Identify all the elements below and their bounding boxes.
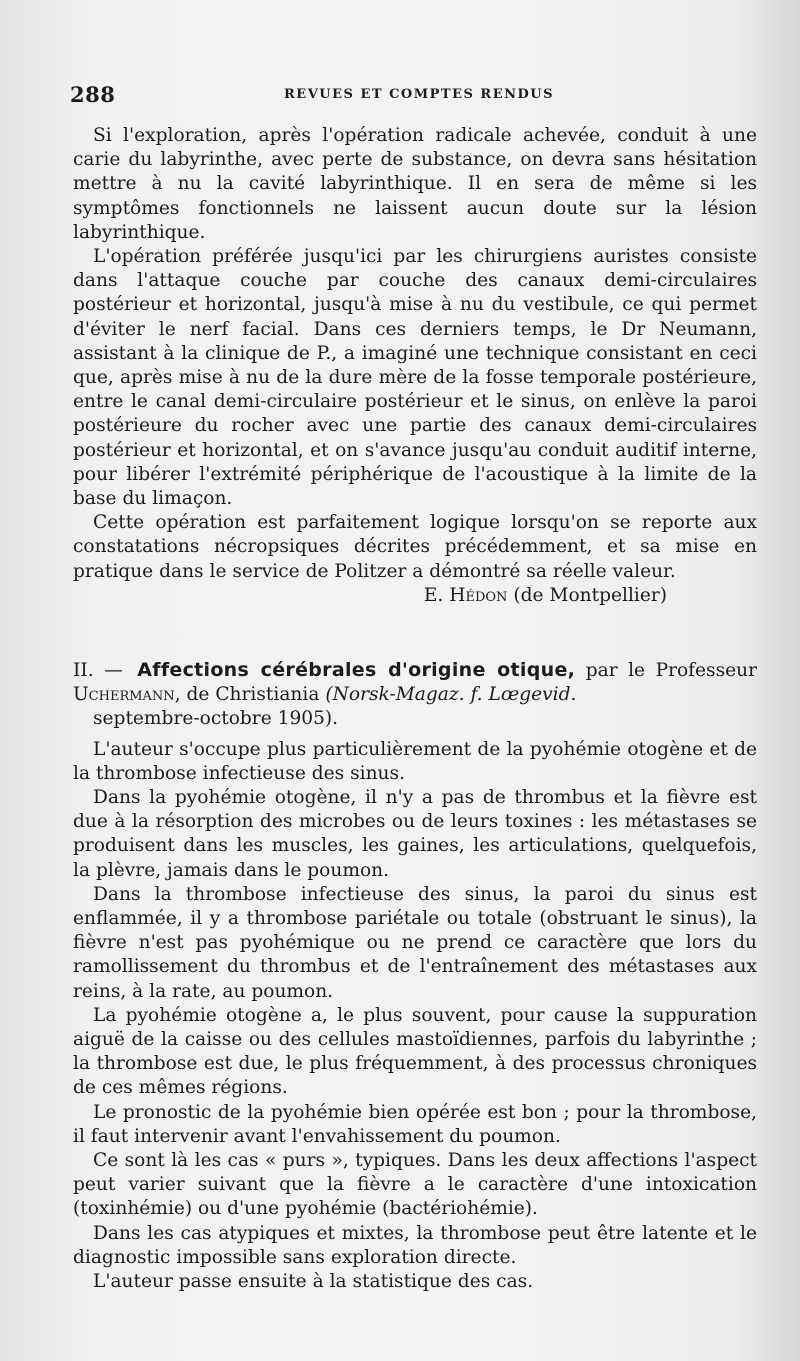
page-header bbox=[68, 82, 760, 112]
signature bbox=[73, 584, 757, 608]
review-body bbox=[73, 124, 757, 608]
page-number: 288 bbox=[70, 82, 116, 107]
paragraph: Dans la pyohémie otogène, il n'y a pas de thrombus et la fièvre est due à la résorption des microbes ou de leurs toxines : les métastases se produisent dans les muscles, les gaines, les articulations, quelquefois, la plèvre, jamais dans le poumon. bbox=[73, 787, 757, 881]
section-by: par le Professeur bbox=[585, 660, 758, 681]
signature-name: Hédon bbox=[449, 584, 508, 606]
section-topic: Affections cérébrales d'origine otique, bbox=[137, 659, 576, 681]
section-heading bbox=[73, 658, 757, 732]
review-section bbox=[73, 658, 757, 1294]
paragraph: Le pronostic de la pyohémie bien opérée est bon ; pour la thrombose, il faut intervenir avant l'envahissement du poumon. bbox=[73, 1101, 757, 1147]
paragraph: L'opération préférée jusqu'ici par les chirurgiens auristes consiste dans l'attaque couche par couche des canaux demi-circulaires postérieur et horizontal, jusqu'à mise à nu du vestibule, ce qui permet d'éviter le nerf facial. Dans ces derniers temps, le Dr Neumann, assistant à la clinique de P., a imaginé une technique consistant en ceci que, après mise à nu de la dure mère de la fosse temporale postérieure, entre le canal demi-circulaire postérieur et le sinus, on enlève la paroi postérieure du rocher avec une partie des canaux demi-circulaires postérieur et horizontal, et on s'avance jusqu'au conduit auditif interne, pour libérer l'extrémité périphérique de l'acoustique à la limite de la base du limaçon. bbox=[73, 246, 757, 510]
paragraph: L'auteur s'occupe plus particulièrement de la pyohémie otogène et de la thrombose infectieuse des sinus. bbox=[73, 738, 757, 784]
paragraph: Dans les cas atypiques et mixtes, la thrombose peut être latente et le diagnostic impossible sans exploration directe. bbox=[73, 1222, 757, 1268]
signature-place: (de Montpellier) bbox=[513, 584, 667, 606]
section-place: , de Christiania bbox=[174, 684, 320, 706]
paragraph: Ce sont là les cas « purs », typiques. Dans les deux affections l'aspect peut varier suivant que la fièvre a le caractère d'une intoxication (toxinhémie) ou d'une pyohémie (bactériohémie). bbox=[73, 1150, 757, 1220]
section-journal: (Norsk-Magaz. f. Lœgevid. bbox=[325, 684, 577, 706]
section-date: septembre-octobre 1905). bbox=[93, 708, 339, 730]
paragraph: Cette opération est parfaitement logique lorsqu'on se reporte aux constatations nécropsiques décrites précédemment, et sa mise en pratique dans le service de Politzer a démontré sa réelle valeur. bbox=[73, 512, 757, 582]
paragraph: La pyohémie otogène a, le plus souvent, pour cause la suppuration aiguë de la caisse ou des cellules mastoïdiennes, parfois du labyrinthe ; la thrombose est due, le plus fréquemment, à des processus chroniques de ces mêmes régions. bbox=[73, 1004, 757, 1099]
section-author: Uchermann bbox=[73, 684, 175, 706]
signature-initial: E. bbox=[423, 584, 444, 606]
paragraph: Si l'exploration, après l'opération radicale achevée, conduit à une carie du labyrinthe, avec perte de substance, on devra sans hésitation mettre à nu la cavité labyrinthique. Il en sera de même si les symptômes fonctionnels ne laissent aucun doute sur la lésion labyrinthique. bbox=[73, 125, 757, 243]
section-number: II. — bbox=[73, 660, 123, 681]
paragraph: Dans la thrombose infectieuse des sinus, la paroi du sinus est enflammée, il y a thrombose pariétale ou totale (obstruant le sinus), la fièvre n'est pas pyohémique ou ne prend ce caractère que lors du ramollissement du thrombus et de l'entraînement des métastases aux reins, à la rate, au poumon. bbox=[73, 883, 757, 1002]
paragraph: L'auteur passe ensuite à la statistique des cas. bbox=[93, 1271, 534, 1293]
running-head: REVUES ET COMPTES RENDUS bbox=[284, 87, 554, 102]
